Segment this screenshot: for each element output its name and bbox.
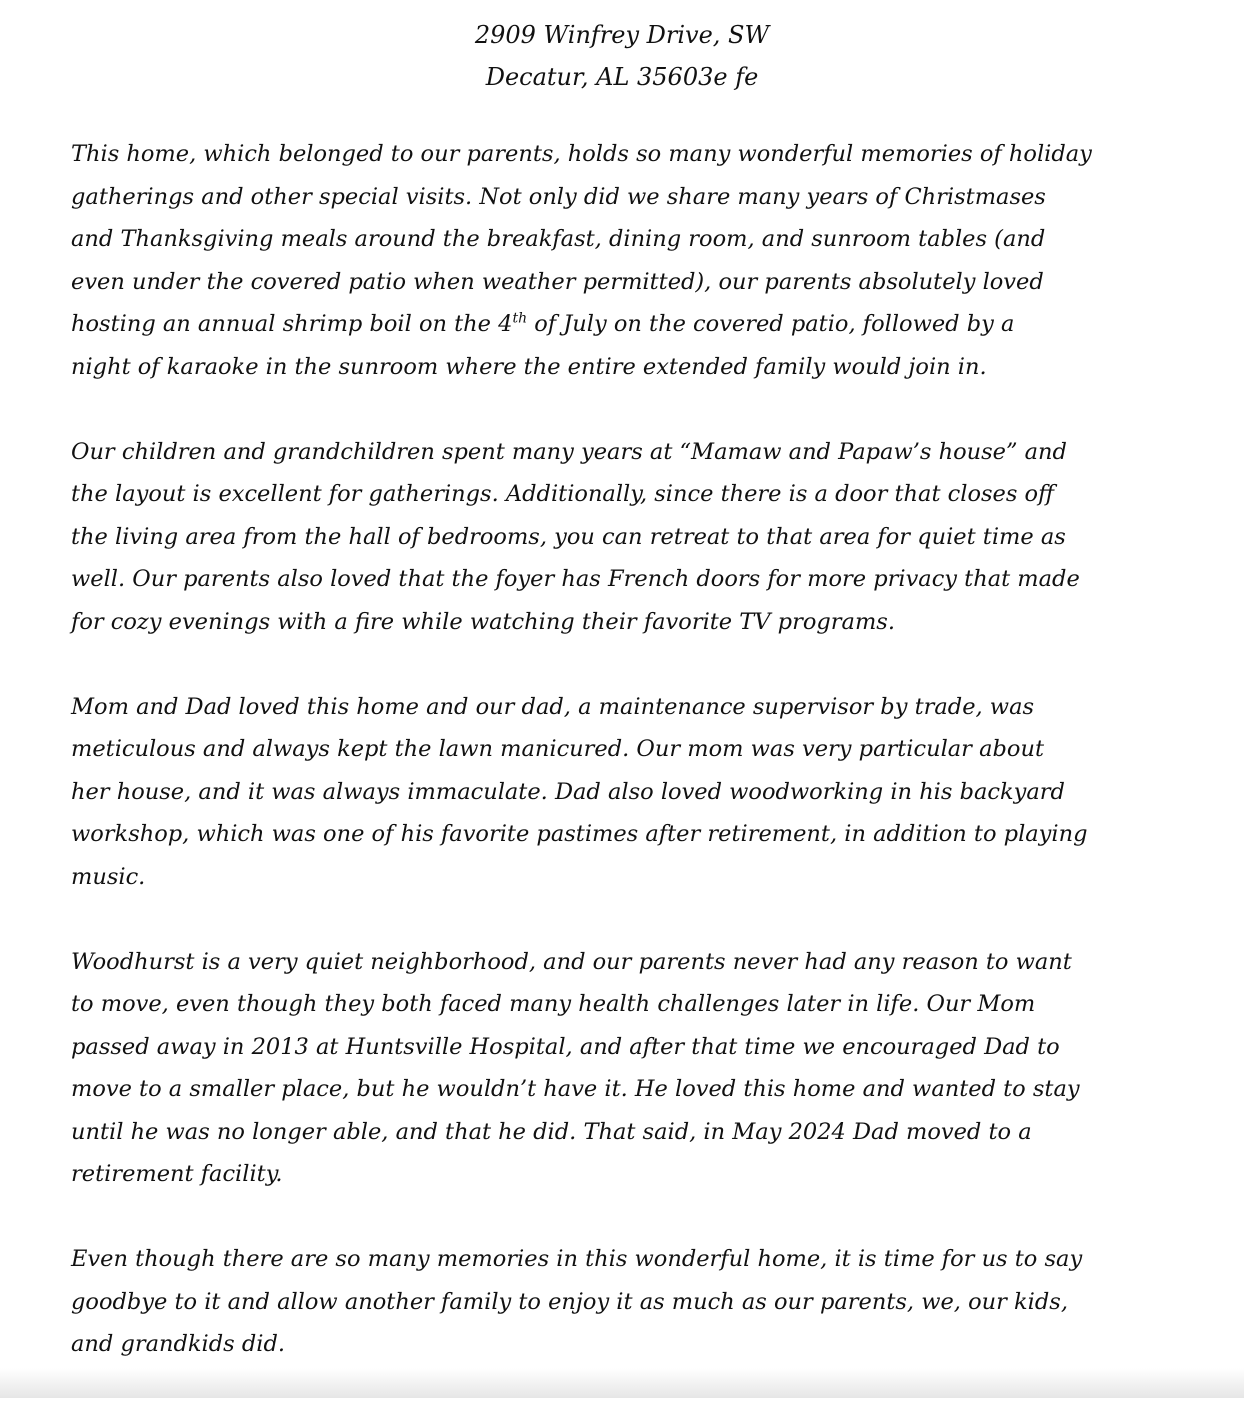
paragraph-line: Our children and grandchildren spent many years at “Mamaw and Papaw’s house” and (71, 438, 1067, 465)
ordinal-suffix: th (512, 310, 528, 327)
paragraph-3 (71, 686, 1171, 899)
address-city: Decatur, AL 35603e fe (485, 63, 759, 91)
paragraph-line: gatherings and other special visits. Not only did we share many years of Christmases (71, 183, 1046, 210)
paragraph-line: music. (71, 863, 146, 890)
paragraph-line: even under the covered patio when weather permitted), our parents absolutely loved (71, 268, 1044, 295)
paragraph-4 (71, 941, 1171, 1196)
paragraph-line: Mom and Dad loved this home and our dad, a maintenance supervisor by trade, was (71, 693, 1035, 720)
paragraph-line: the living area from the hall of bedrooms, you can retreat to that area for quiet time as (71, 523, 1066, 550)
paragraph-line: until he was no longer able, and that he did. That said, in May 2024 Dad moved to a (71, 1118, 1032, 1145)
address-block (0, 14, 1244, 98)
paragraph-line: to move, even though they both faced many health challenges later in life. Our Mom (71, 991, 1036, 1017)
paragraph-line: for cozy evenings with a fire while watching their favorite TV programs. (71, 608, 895, 635)
paragraph-line: Even though there are so many memories in this wonderful home, it is time for us to say (71, 1246, 1083, 1272)
paragraph-line: goodbye to it and allow another family to enjoy it as much as our parents, we, our kids, (71, 1288, 1068, 1315)
line-text: of July on the covered patio, followed by a (527, 311, 1015, 337)
paragraph-1 (71, 133, 1171, 388)
paragraph-line: night of karaoke in the sunroom where the entire extended family would join in. (71, 353, 987, 380)
paragraph-line: passed away in 2013 at Huntsville Hospital, and after that time we encouraged Dad to (71, 1033, 1060, 1060)
page-bottom-edge (0, 1368, 1244, 1398)
paragraph-line: This home, which belonged to our parents, holds so many wonderful memories of holiday (71, 141, 1092, 167)
paragraph-line: well. Our parents also loved that the foyer has French doors for more privacy that made (71, 566, 1080, 592)
line-text: hosting an annual shrimp boil on the 4 (71, 311, 513, 337)
paragraph-line (71, 303, 1171, 346)
paragraph-line: and grandkids did. (71, 1331, 286, 1357)
paragraph-line: the layout is excellent for gatherings. Additionally, since there is a door that closes off (71, 481, 1055, 507)
paragraph-2 (71, 431, 1171, 644)
paragraph-line: meticulous and always kept the lawn manicured. Our mom was very particular about (71, 736, 1044, 762)
paragraph-5 (71, 1238, 1171, 1366)
address-street: 2909 Winfrey Drive, SW (474, 21, 770, 49)
paragraph-line: workshop, which was one of his favorite pastimes after retirement, in addition to playing (71, 821, 1088, 847)
paragraph-line: retirement facility. (71, 1161, 283, 1187)
paragraph-line: move to a smaller place, but he wouldn’t have it. He loved this home and wanted to stay (71, 1076, 1080, 1102)
paragraph-line: and Thanksgiving meals around the breakfast, dining room, and sunroom tables (and (71, 226, 1046, 252)
letter-body (71, 133, 1171, 1408)
paragraph-line: her house, and it was always immaculate. Dad also loved woodworking in his backyard (71, 778, 1065, 805)
paragraph-line: Woodhurst is a very quiet neighborhood, and our parents never had any reason to want (71, 948, 1072, 975)
